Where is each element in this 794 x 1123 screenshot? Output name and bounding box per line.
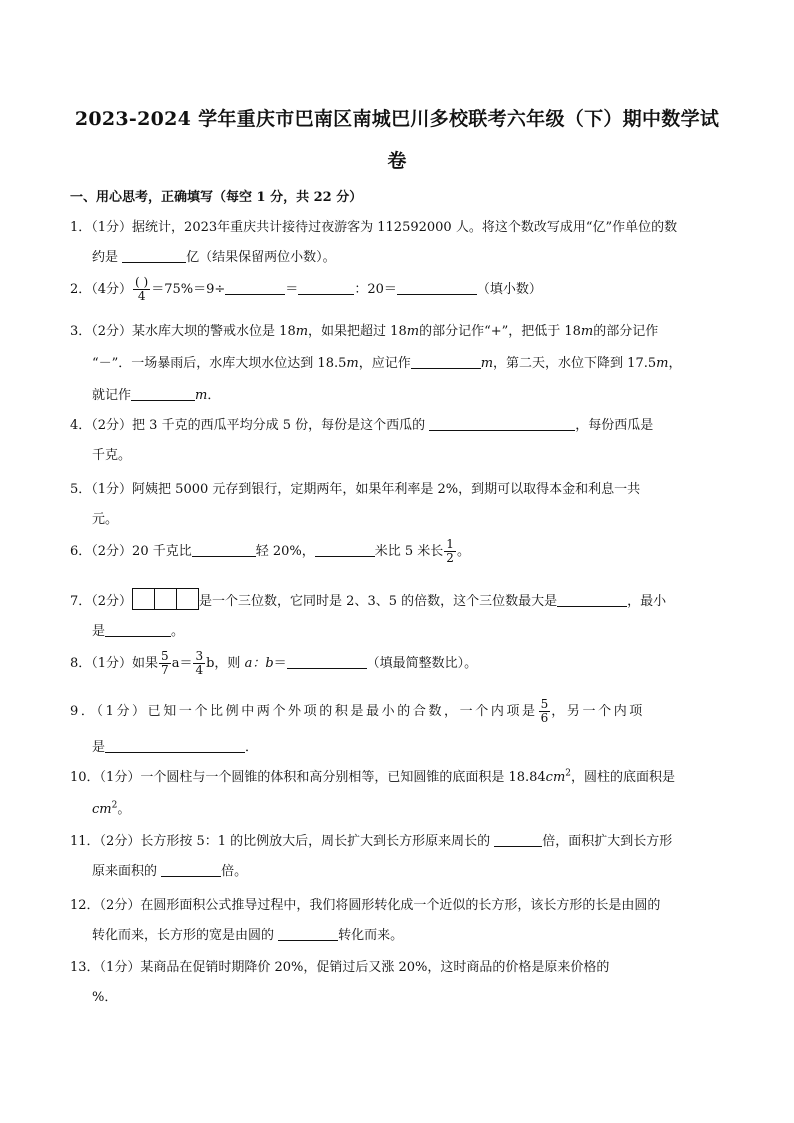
answer-blank[interactable]	[411, 354, 481, 369]
answer-blank[interactable]	[131, 386, 195, 401]
section-heading: 一、用心思考，正确填写（每空 1 分，共 22 分）	[70, 190, 363, 205]
question-13-continued: %．	[92, 990, 118, 1005]
question-4: 4．（2分）把 3 千克的西瓜平均分成 5 份，每份是这个西瓜的 ，每份西瓜是	[70, 418, 654, 433]
question-2: 2．（4分） $\frac{( )}{4}$ ＝75%＝9÷ ＝ ：20＝ （填小数）	[70, 275, 542, 303]
answer-blank[interactable]	[105, 622, 171, 637]
page-title: 2023-2024 学年重庆市巴南区南城巴川多校联考六年级（下）期中数学试	[74, 108, 720, 130]
answer-blank[interactable]	[225, 280, 285, 295]
question-13: 13．（1分）某商品在促销时期降价 20%，促销过后又涨 20%，这时商品的价格是原来价格的	[70, 960, 610, 975]
question-8: 8．（1分）如果 $\frac{5}{7}$ a＝ $\frac{3}{4}$ b，则 a：b＝ （填最简整数比）。	[70, 649, 478, 677]
digit-boxes	[132, 588, 199, 610]
answer-blank[interactable]	[429, 416, 575, 431]
question-7-continued: 是 。	[92, 624, 185, 639]
question-4-continued: 千克。	[92, 448, 132, 463]
question-11-continued: 原来面积的 倍。	[92, 864, 248, 879]
page-title-continued: 卷	[387, 150, 407, 172]
question-1-continued: 约是 亿（结果保留两位小数）。	[92, 250, 336, 265]
question-10: 10．（1分）一个圆柱与一个圆锥的体积和高分别相等，已知圆锥的底面积是 $18.84cm^2$，圆柱的底面积是	[70, 768, 676, 785]
answer-blank[interactable]	[298, 280, 354, 295]
question-3-continued: 就记作 m．	[92, 388, 221, 403]
fraction: $\frac{( )}{4}$	[135, 275, 149, 303]
digit-box[interactable]	[133, 589, 155, 609]
question-12-continued: 转化而来，长方形的宽是由圆的 转化而来。	[92, 928, 404, 943]
answer-blank[interactable]	[161, 862, 221, 877]
question-10-continued: $cm^2$。	[92, 800, 131, 817]
question-6: 6．（2分）20 千克比 轻 20%， 米比 5 米长 $\frac{1}{2}$ 。	[70, 537, 470, 565]
answer-blank[interactable]	[494, 832, 542, 847]
question-3-continued: “－”．一场暴雨后，水库大坝水位达到 18.5m，应记作 m，第二天，水位下降到 17.5m，	[92, 356, 682, 371]
question-5: 5．（1分）阿姨把 5000 元存到银行，定期两年，如果年利率是 2%，到期可以取得本金和利息一共	[70, 482, 641, 497]
question-9-continued: 是 ．	[92, 740, 259, 755]
answer-blank[interactable]	[105, 738, 245, 753]
question-11: 11．（2分）长方形按 5：1 的比例放大后，周长扩大到长方形原来周长的 倍，面积扩大到长方形	[70, 834, 673, 849]
answer-blank[interactable]	[315, 542, 375, 557]
question-12: 12．（2分）在圆形面积公式推导过程中，我们将圆形转化成一个近似的长方形，该长方形的长是由圆的	[70, 898, 661, 913]
question-5-continued: 元。	[92, 512, 119, 527]
answer-blank[interactable]	[287, 654, 367, 669]
digit-box[interactable]	[177, 589, 198, 609]
answer-blank[interactable]	[122, 248, 186, 263]
answer-blank[interactable]	[397, 280, 477, 295]
digit-box[interactable]	[155, 589, 177, 609]
fraction: $\frac{3}{4}$	[195, 649, 204, 677]
question-7: 7．（2分） 是一个三位数，它同时是 2、3、5 的倍数，这个三位数最大是 ，最小	[70, 588, 666, 610]
question-1: 1．（1分）据统计，2023年重庆共计接待过夜游客为 112592000 人。将这个数改写成用“亿”作单位的数	[70, 220, 678, 235]
question-3: 3．（2分）某水库大坝的警戒水位是 18m，如果把超过 18m的部分记作“+”，把低于 18m的部分记作	[70, 324, 659, 339]
fraction: $\frac{1}{2}$	[446, 537, 454, 565]
answer-blank[interactable]	[192, 542, 256, 557]
question-9: 9．（1分）已知一个比例中两个外项的积是最小的合数，一个内项是 $\frac{5}{6}$ ，另一个内项	[70, 697, 645, 725]
answer-blank[interactable]	[278, 926, 338, 941]
answer-blank[interactable]	[557, 592, 627, 607]
fraction: $\frac{5}{7}$	[161, 649, 169, 677]
fraction: $\frac{5}{6}$	[540, 697, 549, 725]
